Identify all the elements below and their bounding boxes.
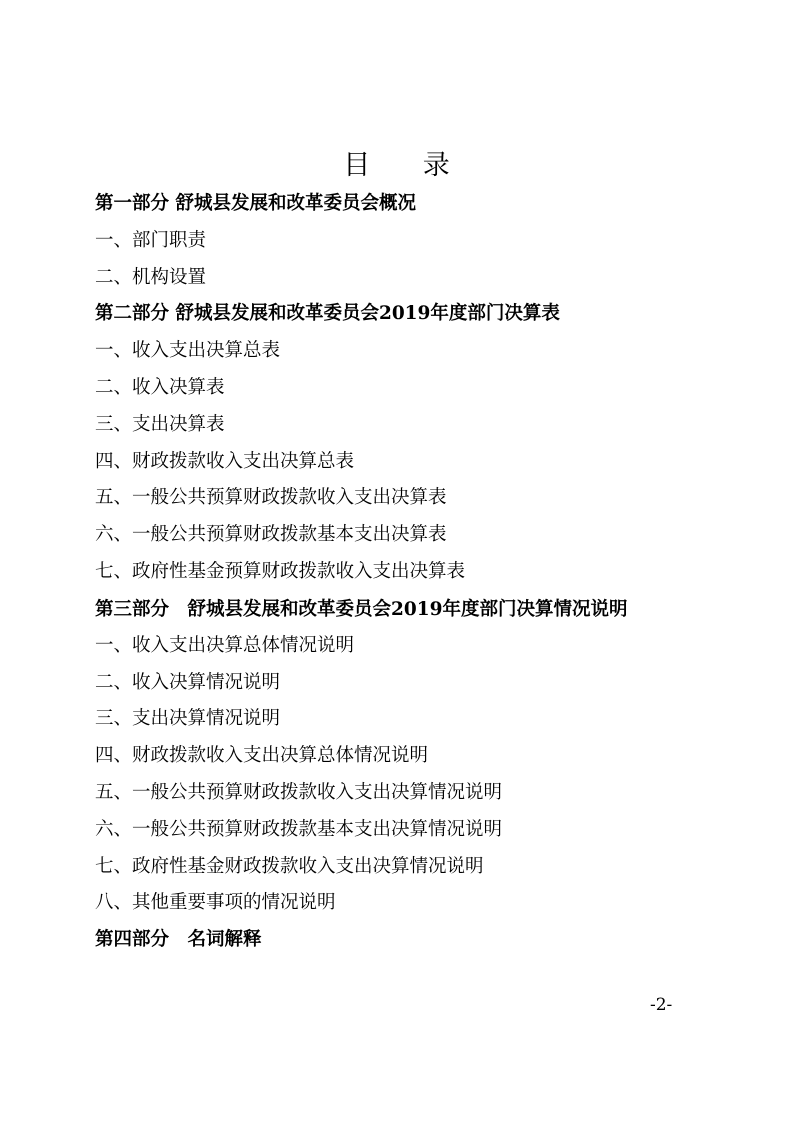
toc-entry[interactable]: 二、收入决算表 xyxy=(95,376,225,398)
toc-entry[interactable]: 一、收入支出决算总表 xyxy=(95,340,281,362)
toc-entry[interactable]: 三、支出决算情况说明 xyxy=(95,708,281,730)
toc-entry[interactable]: 六、一般公共预算财政拨款基本支出决算表 xyxy=(95,524,447,546)
toc-entry[interactable]: 四、财政拨款收入支出决算总表 xyxy=(95,450,355,472)
page-number: -2- xyxy=(650,995,673,1015)
toc-entry[interactable]: 四、财政拨款收入支出决算总体情况说明 xyxy=(95,745,429,767)
toc-part-4-heading[interactable]: 第四部分 名词解释 xyxy=(95,929,262,951)
toc-entry[interactable]: 三、支出决算表 xyxy=(95,413,225,435)
toc-entry[interactable]: 二、收入决算情况说明 xyxy=(95,671,281,693)
toc-entry[interactable]: 七、政府性基金财政拨款收入支出决算情况说明 xyxy=(95,855,484,877)
toc-part-1-heading[interactable]: 第一部分 舒城县发展和改革委员会概况 xyxy=(95,193,416,214)
toc-entry[interactable]: 八、其他重要事项的情况说明 xyxy=(95,892,336,914)
toc-title: 目 录 xyxy=(343,150,472,181)
toc-entry[interactable]: 一、收入支出决算总体情况说明 xyxy=(95,634,355,656)
toc-entry[interactable]: 七、政府性基金预算财政拨款收入支出决算表 xyxy=(95,560,466,582)
toc-part-3-heading[interactable]: 第三部分 舒城县发展和改革委员会2019年度部门决算情况说明 xyxy=(95,598,628,620)
toc-entry[interactable]: 五、一般公共预算财政拨款收入支出决算情况说明 xyxy=(95,781,503,803)
toc-entry[interactable]: 二、机构设置 xyxy=(95,266,207,288)
toc-part-2-heading[interactable]: 第二部分 舒城县发展和改革委员会2019年度部门决算表 xyxy=(95,303,560,325)
toc-entry[interactable]: 六、一般公共预算财政拨款基本支出决算情况说明 xyxy=(95,818,503,840)
toc-entry[interactable]: 五、一般公共预算财政拨款收入支出决算表 xyxy=(95,487,447,509)
toc-entry[interactable]: 一、部门职责 xyxy=(95,229,207,251)
table-of-contents xyxy=(95,186,705,959)
